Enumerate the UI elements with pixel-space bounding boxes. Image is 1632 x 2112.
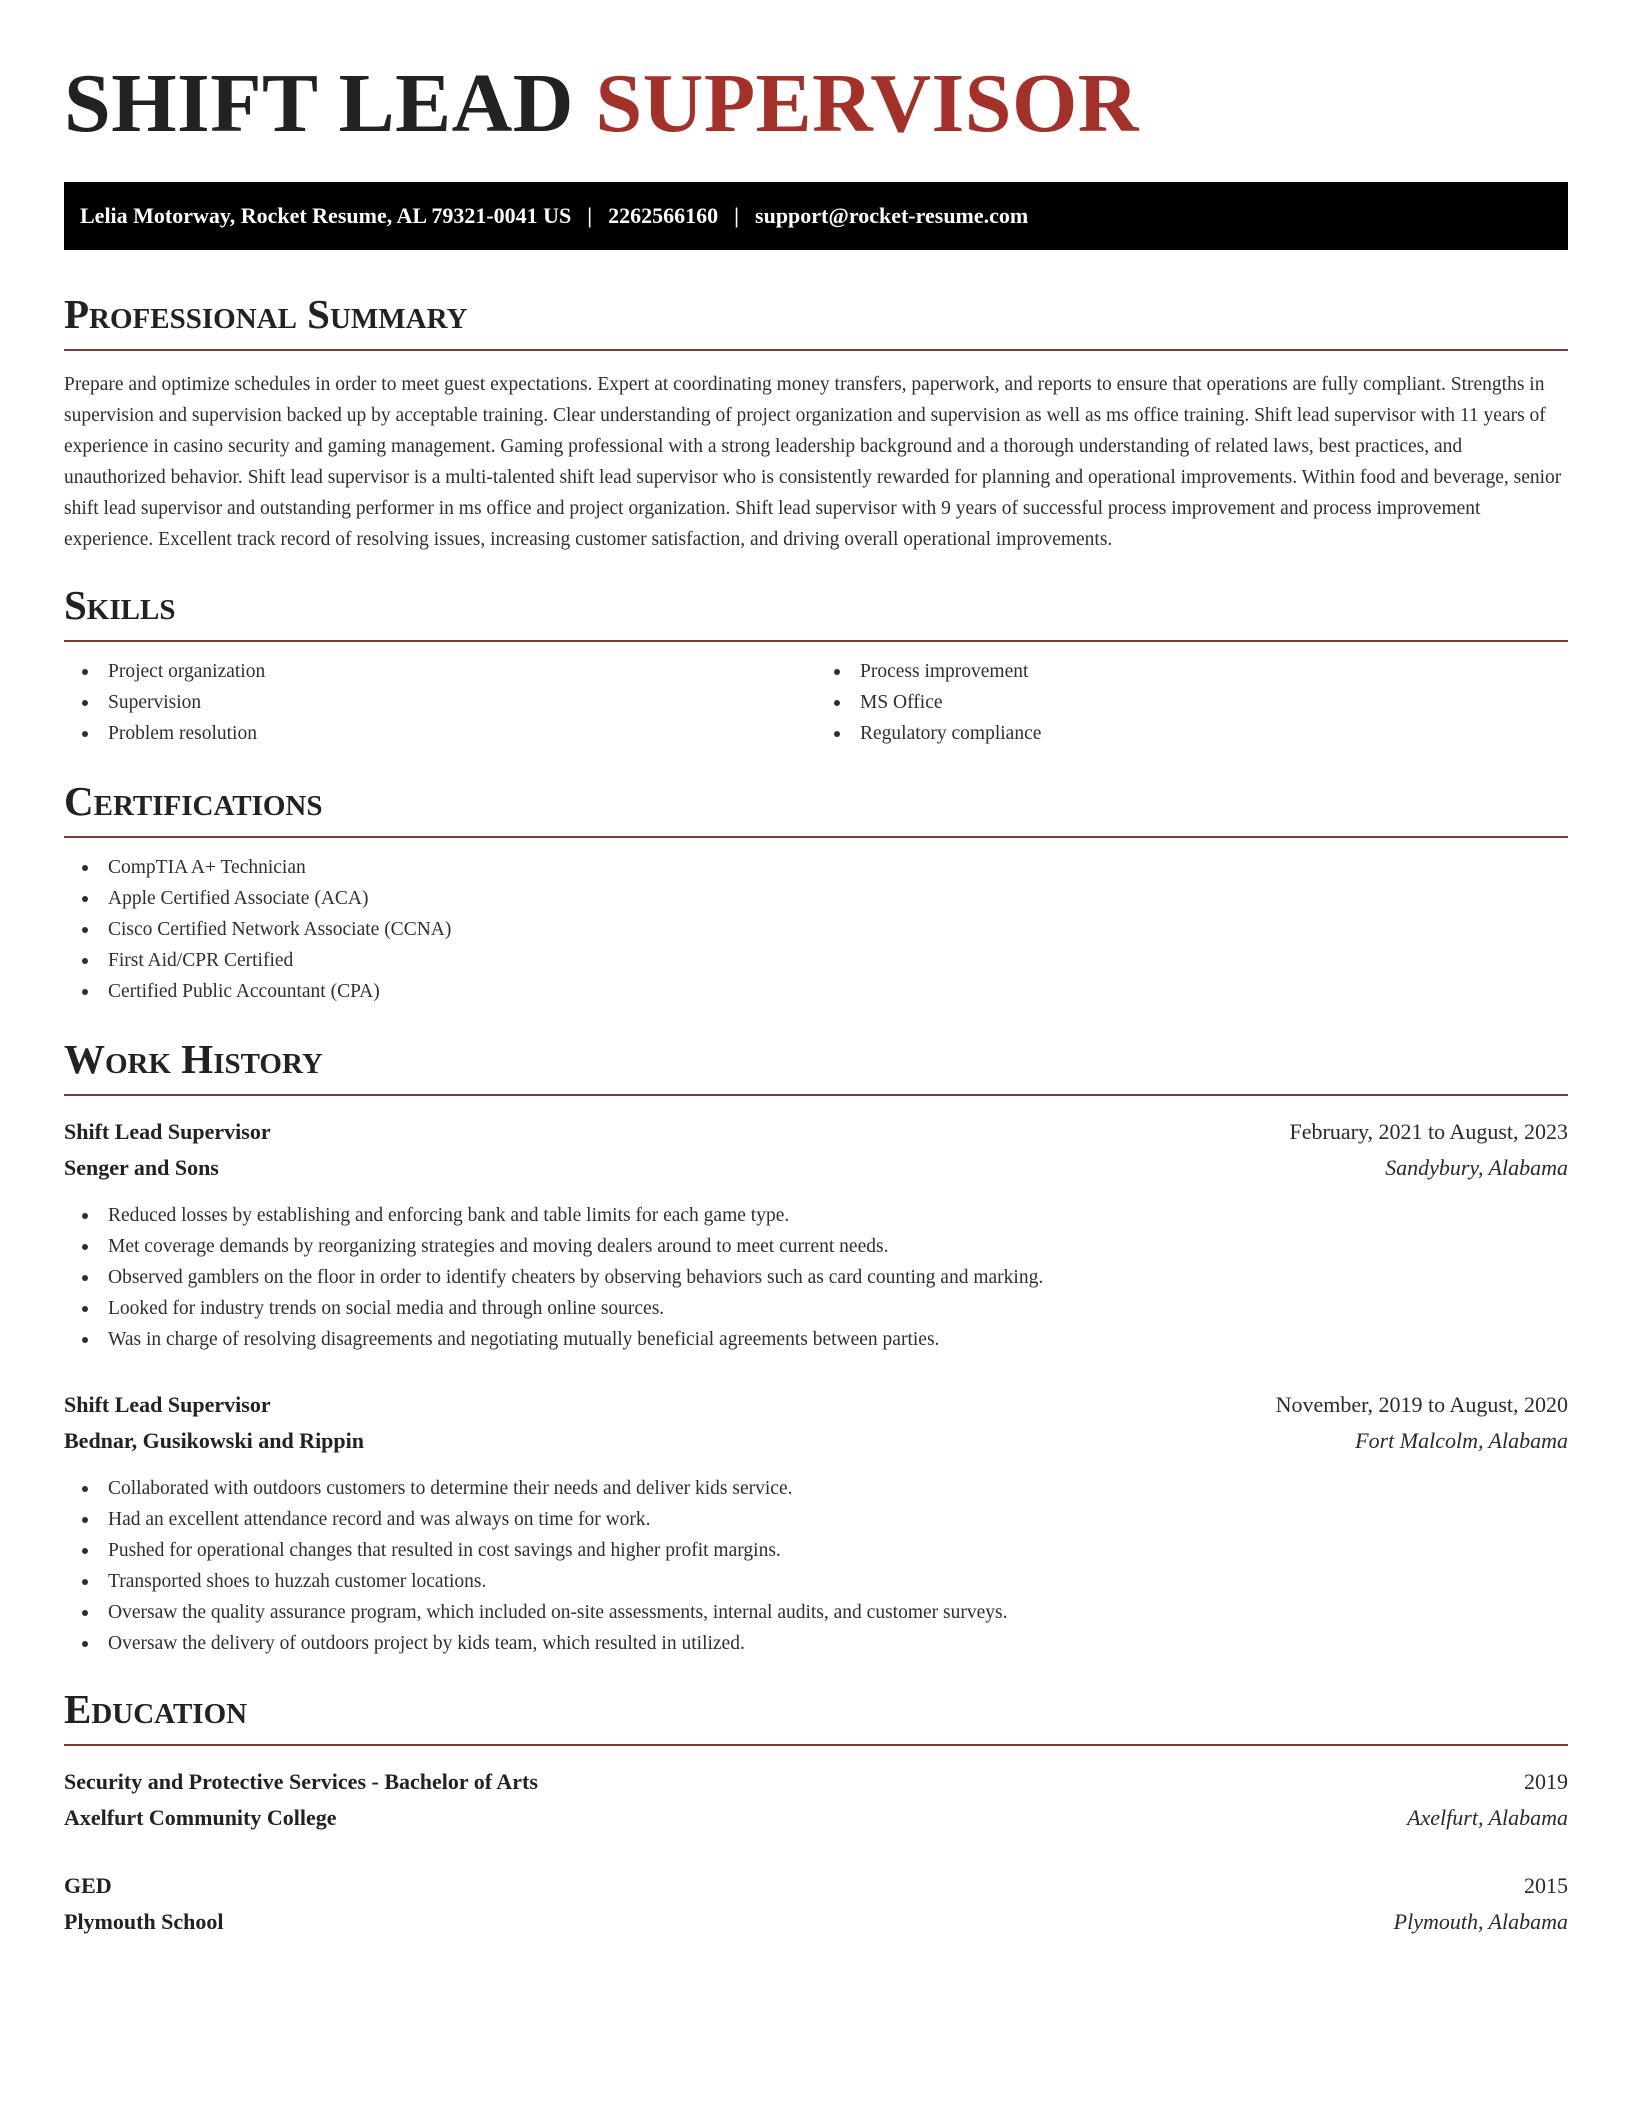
job-company: Bednar, Gusikowski and Rippin: [64, 1428, 364, 1453]
list-item: Met coverage demands by reorganizing strategies and moving dealers around to meet current needs.: [64, 1231, 1568, 1262]
list-item: Problem resolution: [64, 718, 816, 749]
job-company-row: [64, 1150, 1568, 1186]
summary-section: [64, 291, 1568, 555]
contact-email: support@rocket-resume.com: [755, 203, 1029, 228]
job-entry: [64, 1387, 1568, 1659]
summary-text: Prepare and optimize schedules in order to meet guest expectations. Expert at coordinating money transfers, paperwork, and reports to ensure that operations are fully compliant. Strengths in supervision and supervision backed up by acceptable training. Clear understanding of project organization and supervision as well as ms office training. Shift lead supervisor with 11 years of experience in casino security and gaming management. Gaming professional with a strong leadership background and a thorough understanding of related laws, best practices, and unauthorized behavior. Shift lead supervisor is a multi-talented shift lead supervisor who is consistently rewarded for planning and operational improvements. Within food and beverage, senior shift lead supervisor and outstanding performer in ms office and project organization. Shift lead supervisor with 9 years of successful process improvement and process improvement experience. Excellent track record of resolving issues, increasing customer satisfaction, and driving overall operational improvements.: [64, 374, 1562, 550]
job-location: Fort Malcolm, Alabama: [1355, 1428, 1568, 1453]
job-bullets: [64, 1473, 1568, 1659]
section-title: Skills: [64, 585, 1568, 642]
education-degree: GED: [64, 1873, 112, 1898]
job-header-row: [64, 1114, 1568, 1150]
skills-left-list: [64, 656, 816, 749]
job-role: Shift Lead Supervisor: [64, 1119, 271, 1144]
list-item: Oversaw the quality assurance program, which included on-site assessments, internal audits, and customer surveys.: [64, 1597, 1568, 1628]
contact-phone: 2262566160: [608, 203, 719, 228]
job-company-row: [64, 1423, 1568, 1459]
section-title: Work History: [64, 1039, 1568, 1096]
list-item: CompTIA A+ Technician: [64, 852, 1568, 883]
contact-bar: [64, 182, 1568, 250]
education-school-row: [64, 1800, 1568, 1836]
education-school: Plymouth School: [64, 1909, 224, 1934]
education-section: [64, 1686, 1568, 1940]
education-header-row: [64, 1868, 1568, 1904]
education-degree: Security and Protective Services - Bachelor of Arts: [64, 1769, 538, 1794]
list-item: Cisco Certified Network Associate (CCNA): [64, 914, 1568, 945]
education-location: Plymouth, Alabama: [1393, 1909, 1568, 1934]
list-item: Collaborated with outdoors customers to determine their needs and deliver kids service.: [64, 1473, 1568, 1504]
list-item: Looked for industry trends on social media and through online sources.: [64, 1293, 1568, 1324]
work-section: [64, 1036, 1568, 1659]
job-dates: November, 2019 to August, 2020: [1275, 1392, 1568, 1417]
job-role: Shift Lead Supervisor: [64, 1392, 271, 1417]
job-header-row: [64, 1387, 1568, 1423]
contact-address: Lelia Motorway, Rocket Resume, AL 79321-0041 US: [80, 203, 572, 228]
education-location: Axelfurt, Alabama: [1407, 1805, 1568, 1830]
list-item: First Aid/CPR Certified: [64, 945, 1568, 976]
list-item: Transported shoes to huzzah customer locations.: [64, 1566, 1568, 1597]
education-entry: [64, 1764, 1568, 1836]
list-item: Was in charge of resolving disagreements and negotiating mutually beneficial agreements between parties.: [64, 1324, 1568, 1355]
certifications-section: [64, 778, 1568, 1007]
name-last: SUPERVISOR: [595, 57, 1139, 150]
list-item: Regulatory compliance: [816, 718, 1568, 749]
education-school: Axelfurt Community College: [64, 1805, 337, 1830]
job-entry: [64, 1114, 1568, 1355]
list-item: Observed gamblers on the floor in order to identify cheaters by observing behaviors such as card counting and marking.: [64, 1262, 1568, 1293]
education-entry: [64, 1868, 1568, 1940]
list-item: Certified Public Accountant (CPA): [64, 976, 1568, 1007]
list-item: Project organization: [64, 656, 816, 687]
skills-right-list: [816, 656, 1568, 749]
job-company: Senger and Sons: [64, 1155, 219, 1180]
section-title: Certifications: [64, 781, 1568, 838]
education-year: 2019: [1524, 1769, 1568, 1794]
resume-name: [64, 0, 1568, 150]
education-header-row: [64, 1764, 1568, 1800]
list-item: MS Office: [816, 687, 1568, 718]
education-school-row: [64, 1904, 1568, 1940]
job-bullets: [64, 1200, 1568, 1355]
contact-separator: |: [734, 203, 740, 228]
skills-grid: [64, 656, 1568, 749]
name-first: SHIFT LEAD: [64, 57, 574, 150]
education-year: 2015: [1524, 1873, 1568, 1898]
list-item: Apple Certified Associate (ACA): [64, 883, 1568, 914]
list-item: Pushed for operational changes that resulted in cost savings and higher profit margins.: [64, 1535, 1568, 1566]
section-title: Professional Summary: [64, 294, 1568, 351]
list-item: Reduced losses by establishing and enforcing bank and table limits for each game type.: [64, 1200, 1568, 1231]
contact-separator: |: [587, 203, 593, 228]
job-location: Sandybury, Alabama: [1385, 1155, 1568, 1180]
list-item: Had an excellent attendance record and was always on time for work.: [64, 1504, 1568, 1535]
job-dates: February, 2021 to August, 2023: [1289, 1119, 1568, 1144]
certifications-list: [64, 852, 1568, 1007]
skills-section: [64, 582, 1568, 749]
section-title: Education: [64, 1689, 1568, 1746]
list-item: Supervision: [64, 687, 816, 718]
list-item: Process improvement: [816, 656, 1568, 687]
list-item: Oversaw the delivery of outdoors project by kids team, which resulted in utilized.: [64, 1628, 1568, 1659]
